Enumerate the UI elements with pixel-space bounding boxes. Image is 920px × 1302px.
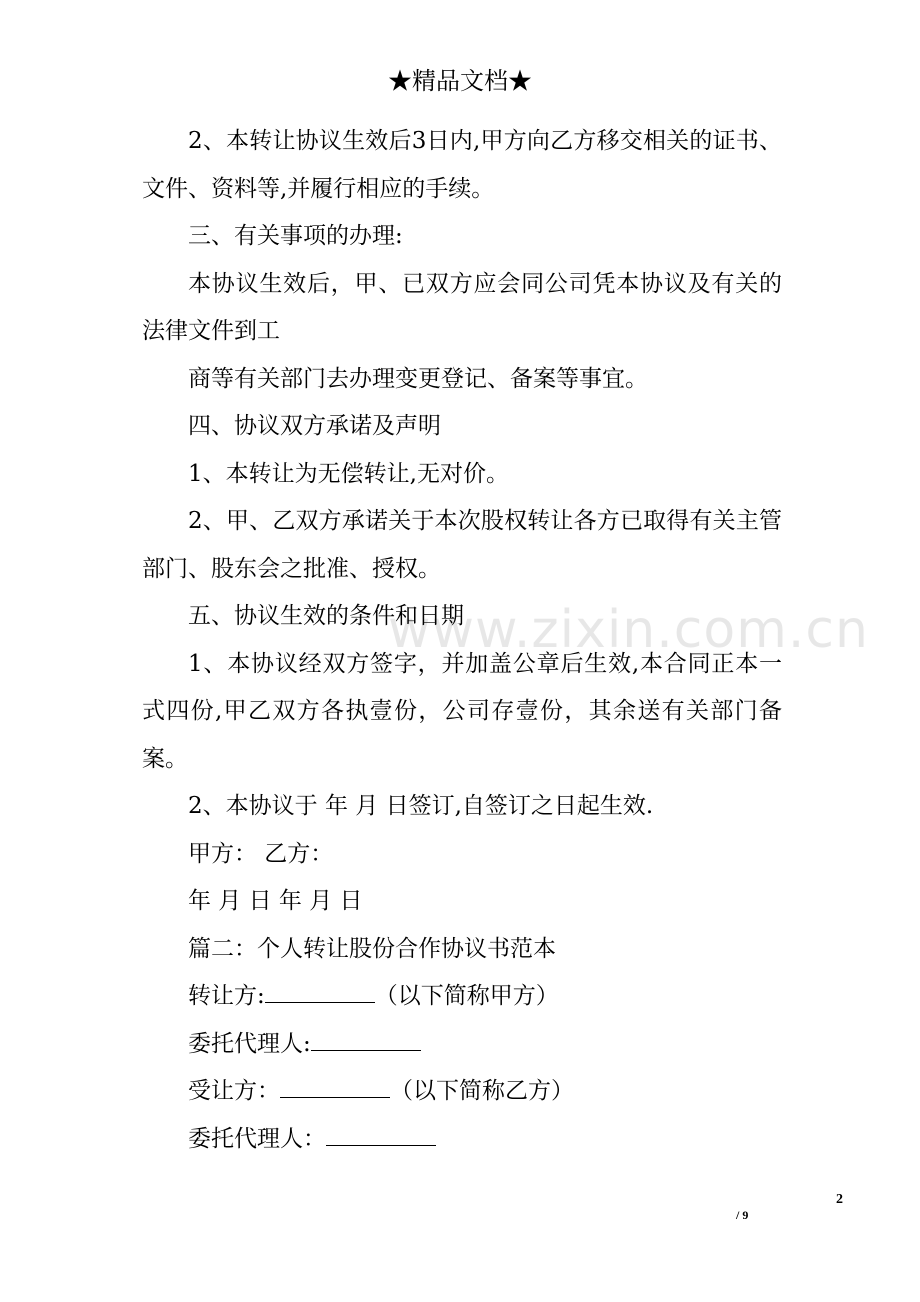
form-suffix: （以下简称乙方） xyxy=(390,1078,574,1104)
blank-field xyxy=(265,980,375,1003)
section-heading: 四、协议双方承诺及声明 xyxy=(188,413,441,439)
blank-field xyxy=(326,1123,436,1146)
paragraph: 1、本协议经双方签字，并加盖公章后生效,本合同正本一式四份,甲乙双方各执壹份，公司存壹份，其余送有关部门备案。 xyxy=(142,650,782,772)
paragraph: 2、本转让协议生效后3日内,甲方向乙方移交相关的证书、文件、资料等,并履行相应的手续。 xyxy=(142,128,782,202)
paragraph: 2、甲、乙双方承诺关于本次股权转让各方已取得有关主管部门、股东会之批准、授权。 xyxy=(142,508,782,582)
chapter-heading: 篇二：个人转让股份合作协议书范本 xyxy=(188,935,556,962)
document-body xyxy=(142,118,782,1163)
signature-parties: 甲方： 乙方： xyxy=(188,840,334,867)
form-label: 委托代理人： xyxy=(188,1125,326,1152)
page-number: 2 xyxy=(836,1192,843,1207)
section-heading: 三、有关事项的办理: xyxy=(188,223,403,249)
form-suffix: （以下简称甲方） xyxy=(374,983,559,1009)
section-heading: 五、协议生效的条件和日期 xyxy=(188,603,464,629)
watermark: www.zixin.com.cn xyxy=(388,600,869,660)
form-label: 委托代理人: xyxy=(188,1030,311,1057)
form-label: 转让方: xyxy=(188,983,265,1009)
form-line-transferee xyxy=(142,1068,782,1116)
signature-dates: 年 月 日 年 月 日 xyxy=(188,888,363,914)
paragraph: 本协议生效后，甲、已双方应会同公司凭本协议及有关的法律文件到工 xyxy=(142,270,782,344)
page-total: / 9 xyxy=(736,1208,749,1222)
form-line-transferor xyxy=(142,973,782,1021)
paragraph: 1、本转让为无偿转让,无对价。 xyxy=(188,460,509,487)
paragraph: 2、本协议于 年 月 日签订,自签订之日起生效. xyxy=(188,793,654,819)
blank-field xyxy=(311,1028,421,1051)
page-header-title: ★精品文档★ xyxy=(388,67,532,95)
form-label: 受让方： xyxy=(188,1078,280,1104)
form-line-agent xyxy=(142,1116,782,1164)
blank-field xyxy=(280,1075,390,1098)
paragraph: 商等有关部门去办理变更登记、备案等事宜。 xyxy=(188,365,648,392)
form-line-agent xyxy=(142,1021,782,1069)
